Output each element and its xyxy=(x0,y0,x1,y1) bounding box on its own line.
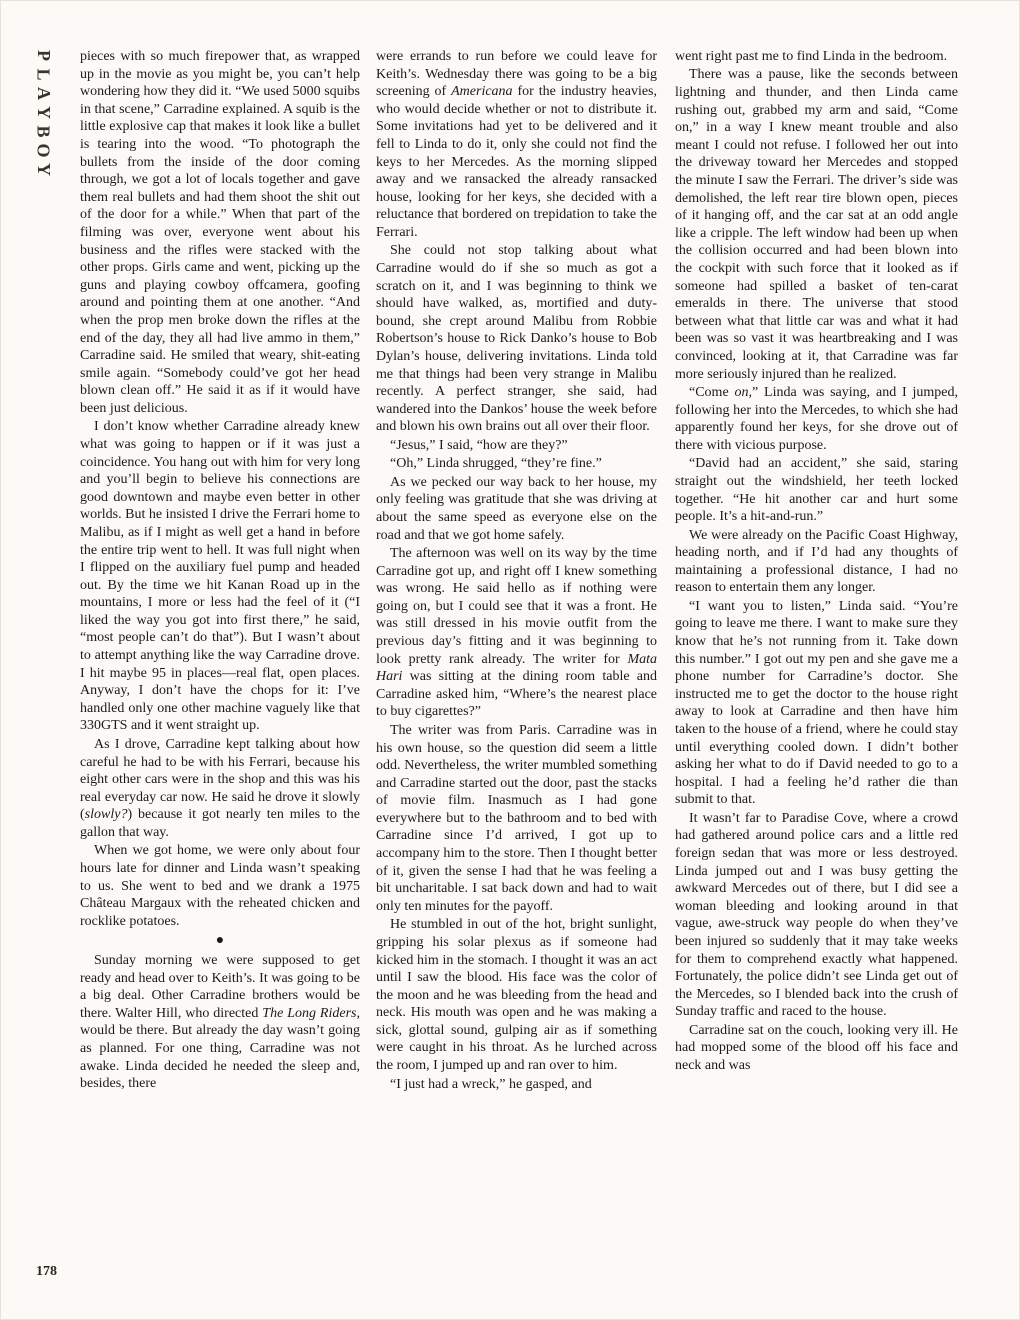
paragraph: He stumbled in out of the hot, bright sunlight, gripping his solar plexus as if someone had kicked him in the stomach. I thought it was an act until I saw the blood. His face was the color of the moon and he was bleeding from the head and neck. His mouth was open and he was making a sick, glottal sound, gulping air as if something were caught in his throat. As he lurched across the room, I jumped up and ran over to him. xyxy=(376,917,657,1074)
running-head-letter: O xyxy=(33,143,54,158)
paragraph-text: were errands to run before we could leave for Keith’s. Wednesday there was going to be a big screening of xyxy=(376,49,657,100)
paragraph: She could not stop talking about what Carradine would do if she so much as got a scratch on it, and I was beginning to think we should have walked, as, mortified and duty-bound, she crept around Malibu from Robbie Robertson’s house to Rick Danko’s house to Bob Dylan’s house, delivering invitations. Linda told me that things had been very strange in Malibu recently. A perfect stranger, she said, had wandered into the Dankos’ house the week before and blown his own brains out all over their floor. xyxy=(376,243,657,435)
text-column-1 xyxy=(80,48,360,1093)
italic-title: on, xyxy=(734,385,752,401)
paragraph-text: ) because it got nearly ten miles to the gallon that way. xyxy=(80,807,360,840)
italic-title: slowly? xyxy=(84,807,128,823)
paragraph: As we pecked our way back to her house, my only feeling was gratitude that she was driving at about the same speed as everyone else on the road and that we got home safely. xyxy=(376,474,657,543)
running-head xyxy=(32,46,54,179)
section-break-dot: ● xyxy=(215,933,225,949)
running-head-letter: Y xyxy=(33,163,54,176)
paragraph-text: “Come xyxy=(689,385,735,401)
paragraph: Carradine sat on the couch, looking very ill. He had mopped some of the blood off his face and neck and was xyxy=(675,1022,958,1074)
italic-title: The Long Riders, xyxy=(262,1005,360,1021)
paragraph: “I just had a wreck,” he gasped, and xyxy=(390,1076,592,1092)
paragraph: The writer was from Paris. Carradine was in his own house, so the question did seem a little odd. Nevertheless, the writer mumbled something and Carradine started out the door, past the stacks of movie film. Inasmuch as I had gone everywhere but to the bathroom and to bed with Carradine since I’d arrived, I got up to accompany him to the store. Then I thought better of it, given the sense I had that he was feeling a bit uncharitable. I sat back down and had to wait only ten minutes for the payoff. xyxy=(376,722,657,914)
paragraph xyxy=(675,384,958,454)
paragraph xyxy=(80,952,360,1093)
paragraph: “David had an accident,” she said, staring straight out the windshield, her teeth locked together. “He hit another car and hurt some people. It’s a hit-and-run.” xyxy=(675,456,958,525)
running-head-letter: L xyxy=(33,68,54,81)
paragraph: When we got home, we were only about four hours late for dinner and Linda wasn’t speaking to us. She went to bed and we drank a 1975 Château Margaux with the reheated chicken and rocklike potatoes. xyxy=(80,843,360,929)
paragraph xyxy=(80,736,360,842)
running-head-letter: A xyxy=(33,87,54,100)
paragraph: “I want you to listen,” Linda said. “You’re going to leave me there. I want to make sure they know that he’s not running from it. Take down this number.” I got out my pen and she gave me a phone number for Carradine’s doctor. She instructed me to get the doctor to the house right away to look at Carradine and then have him taken to the house of a friend, where he could stay until everything cooled down. I didn’t bother asking her what to do if David needed to go to a hospital. I had a feeling he’d rather die than submit to that. xyxy=(675,598,958,808)
paragraph-text: was sitting at the dining room table and Carradine asked him, “Where’s the nearest place to buy cigarettes?” xyxy=(376,669,657,720)
paragraph-text: would be there. But already the day wasn’t going as planned. For one thing, Carradine was not awake. Linda decided he needed the sleep and, besides, there xyxy=(80,1023,360,1092)
paragraph-text: As I drove, Carradine kept talking about how careful he had to be with his Ferrari, because his eight other cars were in the shop and this was his real everyday car now. He said he drove it slowly ( xyxy=(80,736,360,823)
text-column-2 xyxy=(376,48,657,1093)
italic-title: Americana xyxy=(451,84,513,100)
continued-paragraph xyxy=(376,48,657,242)
running-head-letter: B xyxy=(33,125,54,138)
text-column-3 xyxy=(675,48,958,1075)
continued-paragraph: went right past me to find Linda in the bedroom. xyxy=(675,49,948,64)
paragraph: “Oh,” Linda shrugged, “they’re fine.” xyxy=(390,456,602,472)
paragraph-text: for the industry heavies, who would decide whether or not to distribute it. Some invitations had yet to be delivered and it fell to Linda to do it, only she could not find the keys to her Mercedes. As the morning slipped away and we ransacked the already ransacked house, looking for her keys, she decided with a reluctance that bordered on trepidation to take the Ferrari. xyxy=(376,84,657,240)
paragraph: There was a pause, like the seconds between lightning and thunder, and then Linda came rushing out, grabbed my arm and said, “Come on,” in a way I knew meant trouble and also meant I could not refuse. I followed her out into the driveway toward her Mercedes and stopped the minute I saw the Ferrari. The driver’s side was demolished, the left rear tire blown open, pieces of it hanging off, and the car sat at an odd angle like a cripple. The left window had been up when the collision occurred and had been blown into the cockpit with such force that it looked as if someone had spilled a basket of ten-carat emeralds in there. The universe that stood between what that little car was and what it had been was so vast it was heartbreaking and I was convinced, looking at it, that Carradine was far more seriously injured than he realized. xyxy=(675,67,958,382)
running-head-letter: Y xyxy=(33,106,54,119)
italic-title: Mata Hari xyxy=(376,651,657,685)
paragraph: “Jesus,” I said, “how are they?” xyxy=(390,437,568,453)
paragraph: We were already on the Pacific Coast Highway, heading north, and if I’d had any thoughts of maintaining a professional distance, I had no reason to entertain them any longer. xyxy=(675,527,958,596)
paragraph xyxy=(376,545,657,721)
page-number: 178 xyxy=(36,1264,57,1279)
paragraph: It wasn’t far to Paradise Cove, where a crowd had gathered around police cars and a little red foreign sedan that was more or less destroyed. Linda jumped out and I was busy getting the awkward Mercedes out of there, but I did see a woman bleeding and looking around in that vague, awe-struck way people do when they’ve been injured so suddenly that it may take weeks for them to comprehend exactly what happened. Fortunately, the police didn’t see Linda get out of the Mercedes, so I blended back into the crush of Sunday traffic and raced to the house. xyxy=(675,810,958,1020)
paragraph-text: Sunday morning we were supposed to get ready and head over to Keith’s. It was going to be a big deal. Other Carradine brothers would be there. Walter Hill, who directed xyxy=(80,952,360,1021)
paragraph-text: ” Linda was saying, and I jumped, following her into the Mercedes, to which she had apparently found her keys, for she drove out of there with vicious purpose. xyxy=(675,385,959,453)
paragraph: I don’t know whether Carradine already knew what was going to happen or if it was just a coincidence. You hang out with him for very long and you’ll begin to believe his connections are good downtown and maybe even better in other worlds. But he insisted I drive the Ferrari home to Malibu, as if I might as well get a hand in before the entire trip went to hell. It was full night when I flipped on the auxiliary fuel pump and headed out. By the time we hit Kanan Road up in the mountains, I more or less had the feel of it (“I liked the way you got into first there,” he said, “most people can’t do that”). But I wasn’t about to attempt anything like the way Carradine drove. I hit maybe 95 in places—real flat, open places. Anyway, I don’t have the chops for it: I’ve handled only one other machine vaguely like that 330GTS and it went straight up. xyxy=(80,419,360,734)
running-head-letter: P xyxy=(33,50,54,61)
continued-paragraph: pieces with so much firepower that, as wrapped up in the movie as you might be, you can’t help wondering how they did it. “We used 5000 squibs in that scene,” Carradine explained. A squib is the little explosive cap that makes it look like a bullet is tearing into the wood. “To photograph the bullets from the inside of the door coming through, we got a lot of locals together and gave them real bullets and had them shoot the shit out of the door for a while.” When that part of the filming was over, everyone went about his business and the rifles were stacked with the other props. Girls came and went, picking up the guns and playing cowboy offcamera, goofing around and pointing them at one another. “And when the prop men broke down the rifles at the end of the day, they all had live ammo in them,” Carradine said. He smiled that weary, shit-eating smile again. “Somebody could’ve got her head blown clean off.” He said it as if it would have been just delicious. xyxy=(80,49,360,416)
paragraph-text: The afternoon was well on its way by the time Carradine got up, and right off I knew something was wrong. He said hello as if nothing were going on, but I could see that it was a front. He was still dressed in his movie outfit from the previous day’s fitting and it was beginning to look pretty rank already. The writer for xyxy=(376,546,657,667)
